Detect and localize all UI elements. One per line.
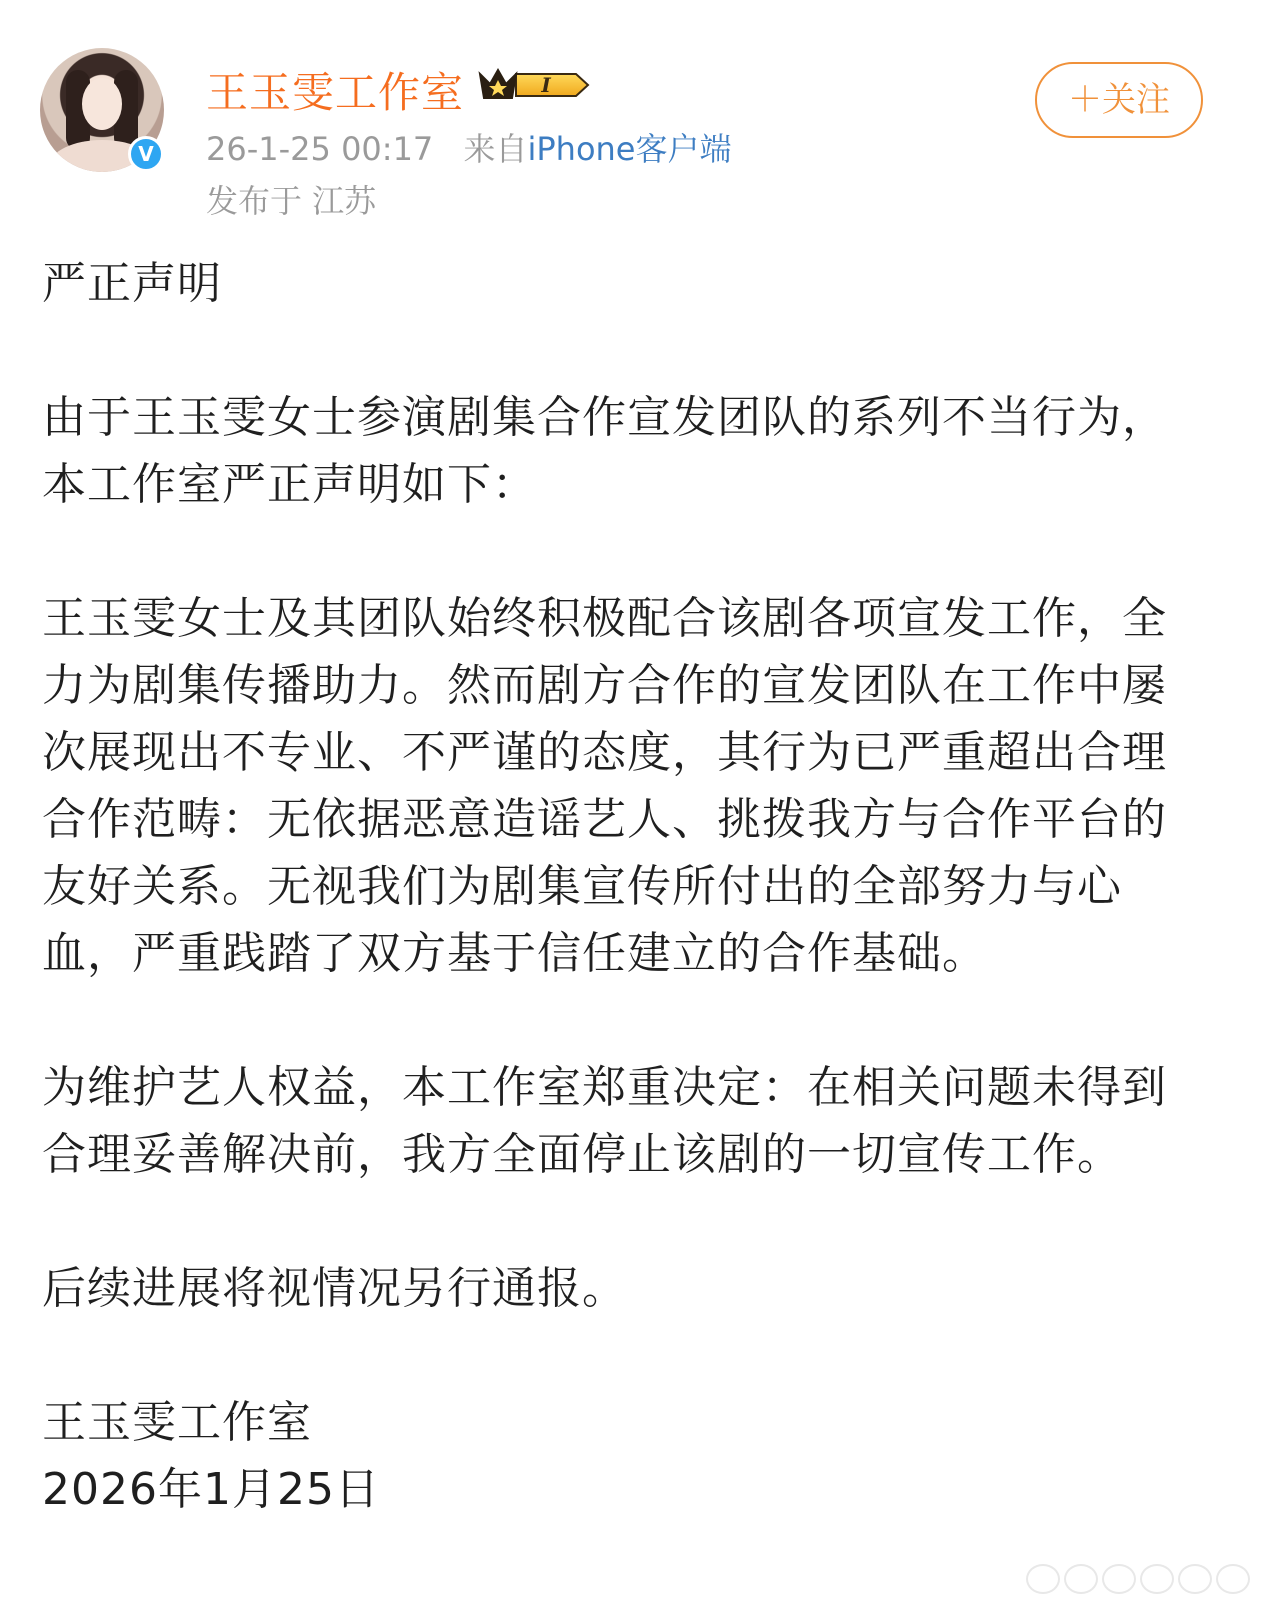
statement-paragraph-2: 王玉雯女士及其团队始终积极配合该剧各项宣发工作，全 力为剧集传播助力。然而剧方合作的宣发团队在工作中屡 次展现出不专业、不严谨的态度，其行为已严重超出合理 合作范畴：无依据恶意造谣艺人、挑拨我方与合作平台的 友好关系。无视我们为剧集宣传所付出的全部努力与心 血，严重践踏了双方基于信任建立的合作基础。 — [42, 593, 1167, 979]
statement-title: 严正声明 — [42, 258, 222, 309]
signature-name: 王玉雯工作室 — [42, 1397, 312, 1448]
badge-level-label: I — [541, 73, 551, 97]
post-source-device[interactable]: iPhone客户端 — [527, 130, 732, 168]
author-name[interactable]: 王玉雯工作室 — [206, 68, 465, 117]
watermark-logo — [1026, 1564, 1256, 1600]
avatar-face — [82, 78, 122, 130]
verified-icon: V — [128, 136, 164, 172]
member-crown-icon[interactable] — [476, 64, 590, 106]
statement-paragraph-1: 由于王玉雯女士参演剧集合作宣发团队的系列不当行为， 本工作室严正声明如下： — [42, 392, 1167, 510]
follow-button[interactable]: ＋关注 — [1035, 62, 1203, 138]
post-source-prefix: 来自 — [463, 130, 528, 168]
signature-date: 2026年1月25日 — [42, 1464, 380, 1515]
statement-paragraph-4: 后续进展将视情况另行通报。 — [42, 1263, 627, 1314]
post-location: 发布于 江苏 — [206, 182, 377, 220]
post-content — [42, 250, 1202, 1523]
post-meta — [206, 124, 732, 170]
post-timestamp: 26-1-25 00:17 — [206, 130, 434, 168]
statement-paragraph-3: 为维护艺人权益，本工作室郑重决定：在相关问题未得到 合理妥善解决前，我方全面停止该剧的一切宣传工作。 — [42, 1062, 1167, 1180]
